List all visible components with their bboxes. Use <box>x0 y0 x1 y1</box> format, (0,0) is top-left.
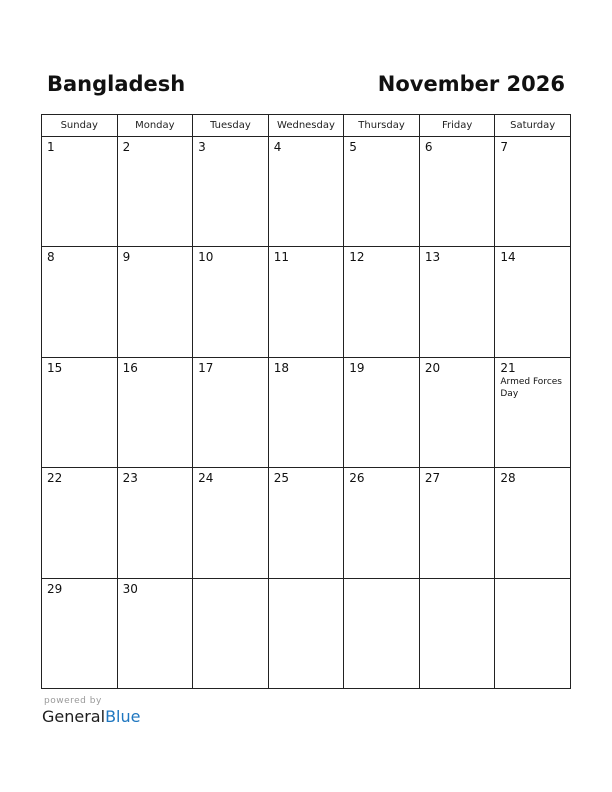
holiday-label <box>118 596 193 597</box>
holiday-label <box>344 264 419 265</box>
day-cell <box>42 578 118 688</box>
day-number: 20 <box>424 360 441 375</box>
day-number: 10 <box>198 250 214 265</box>
day-number: 26 <box>349 471 365 486</box>
week-row <box>42 137 571 247</box>
day-cell <box>42 357 118 467</box>
day-cell <box>117 357 193 467</box>
holiday-label <box>495 485 570 486</box>
footer-branding <box>42 696 140 727</box>
day-number: 23 <box>122 471 138 486</box>
day-cell <box>117 137 193 247</box>
day-cell <box>344 468 420 578</box>
holiday-label <box>344 154 419 155</box>
day-number: 2 <box>122 140 131 154</box>
calendar-grid <box>41 114 571 689</box>
day-cell <box>117 578 193 688</box>
week-row <box>42 468 571 578</box>
holiday-label <box>193 582 268 583</box>
day-cell <box>268 468 344 578</box>
holiday-label <box>344 582 419 583</box>
holiday-label <box>118 154 193 155</box>
weekday-header: Friday <box>419 115 495 137</box>
weekday-header: Monday <box>117 115 193 137</box>
holiday-label <box>269 485 344 486</box>
holiday-label <box>42 264 117 265</box>
week-row <box>42 357 571 467</box>
day-cell <box>495 357 571 467</box>
day-cell-empty <box>495 578 571 688</box>
day-number: 11 <box>273 250 289 265</box>
day-number: 21 <box>500 360 516 375</box>
holiday-label <box>495 154 570 155</box>
day-number: 4 <box>273 140 282 154</box>
holiday-label-armed-forces-day: Armed Forces Day <box>500 376 562 399</box>
day-cell <box>419 468 495 578</box>
holiday-label <box>495 582 570 583</box>
holiday-label <box>420 375 495 376</box>
brand-general-text: General <box>42 707 106 726</box>
day-cell <box>495 468 571 578</box>
day-number: 14 <box>500 250 516 265</box>
holiday-label <box>344 485 419 486</box>
day-number: 7 <box>500 140 509 154</box>
weekday-header: Tuesday <box>193 115 269 137</box>
holiday-label <box>118 375 193 376</box>
weekday-header: Sunday <box>42 115 118 137</box>
holiday-label <box>269 264 344 265</box>
day-number: 17 <box>198 360 214 375</box>
day-number: 12 <box>349 250 365 265</box>
generalblue-logo <box>42 707 140 727</box>
day-cell <box>117 468 193 578</box>
day-cell <box>268 357 344 467</box>
weekday-header: Saturday <box>495 115 571 137</box>
day-cell-empty <box>419 578 495 688</box>
weekday-header-row <box>42 115 571 137</box>
weekday-header: Wednesday <box>268 115 344 137</box>
holiday-label <box>193 264 268 265</box>
day-number: 30 <box>122 581 138 596</box>
day-number: 1 <box>47 140 55 154</box>
day-number: 9 <box>122 250 131 265</box>
day-cell <box>193 247 269 357</box>
day-cell <box>419 247 495 357</box>
day-number: 27 <box>424 471 441 486</box>
holiday-label <box>495 264 570 265</box>
brand-blue-text: Blue <box>105 707 141 726</box>
week-row <box>42 247 571 357</box>
holiday-label <box>269 154 344 155</box>
holiday-label <box>118 485 193 486</box>
holiday-label <box>118 264 193 265</box>
day-number: 15 <box>47 360 63 375</box>
day-number: 3 <box>198 140 206 154</box>
day-cell <box>117 247 193 357</box>
holiday-label <box>42 375 117 376</box>
day-number: 29 <box>47 581 63 596</box>
day-cell-empty <box>344 578 420 688</box>
day-cell-empty <box>268 578 344 688</box>
day-number: 25 <box>273 471 289 486</box>
day-number: 8 <box>47 250 55 265</box>
day-cell <box>344 247 420 357</box>
holiday-label <box>269 582 344 583</box>
day-cell <box>344 357 420 467</box>
day-cell <box>419 357 495 467</box>
day-cell <box>344 137 420 247</box>
holiday-label <box>420 264 495 265</box>
day-cell-empty <box>193 578 269 688</box>
weekday-header: Thursday <box>344 115 420 137</box>
day-cell <box>42 137 118 247</box>
day-cell <box>419 137 495 247</box>
calendar-country-title: Bangladesh <box>47 72 186 96</box>
week-row <box>42 578 571 688</box>
holiday-label <box>193 154 268 155</box>
day-cell <box>495 137 571 247</box>
holiday-label <box>344 375 419 376</box>
holiday-label <box>42 154 117 155</box>
holiday-label <box>193 485 268 486</box>
holiday-label <box>42 596 117 597</box>
day-cell <box>42 468 118 578</box>
day-number: 13 <box>424 250 441 265</box>
holiday-label <box>420 485 495 486</box>
day-number: 19 <box>349 360 365 375</box>
day-cell <box>268 247 344 357</box>
day-number: 16 <box>122 360 138 375</box>
day-cell <box>268 137 344 247</box>
day-cell <box>193 357 269 467</box>
holiday-label <box>420 154 495 155</box>
day-number: 5 <box>349 140 357 154</box>
day-number: 18 <box>273 360 289 375</box>
day-number: 22 <box>47 471 63 486</box>
day-cell <box>42 247 118 357</box>
day-cell <box>193 137 269 247</box>
day-number: 6 <box>424 140 433 154</box>
calendar-month-title: November 2026 <box>377 72 565 96</box>
holiday-label <box>193 375 268 376</box>
powered-by-label: powered by <box>44 696 102 706</box>
day-number: 28 <box>500 471 516 486</box>
day-cell <box>495 247 571 357</box>
holiday-label <box>42 485 117 486</box>
holiday-label <box>269 375 344 376</box>
day-number: 24 <box>198 471 214 486</box>
day-cell <box>193 468 269 578</box>
holiday-label <box>420 582 495 583</box>
